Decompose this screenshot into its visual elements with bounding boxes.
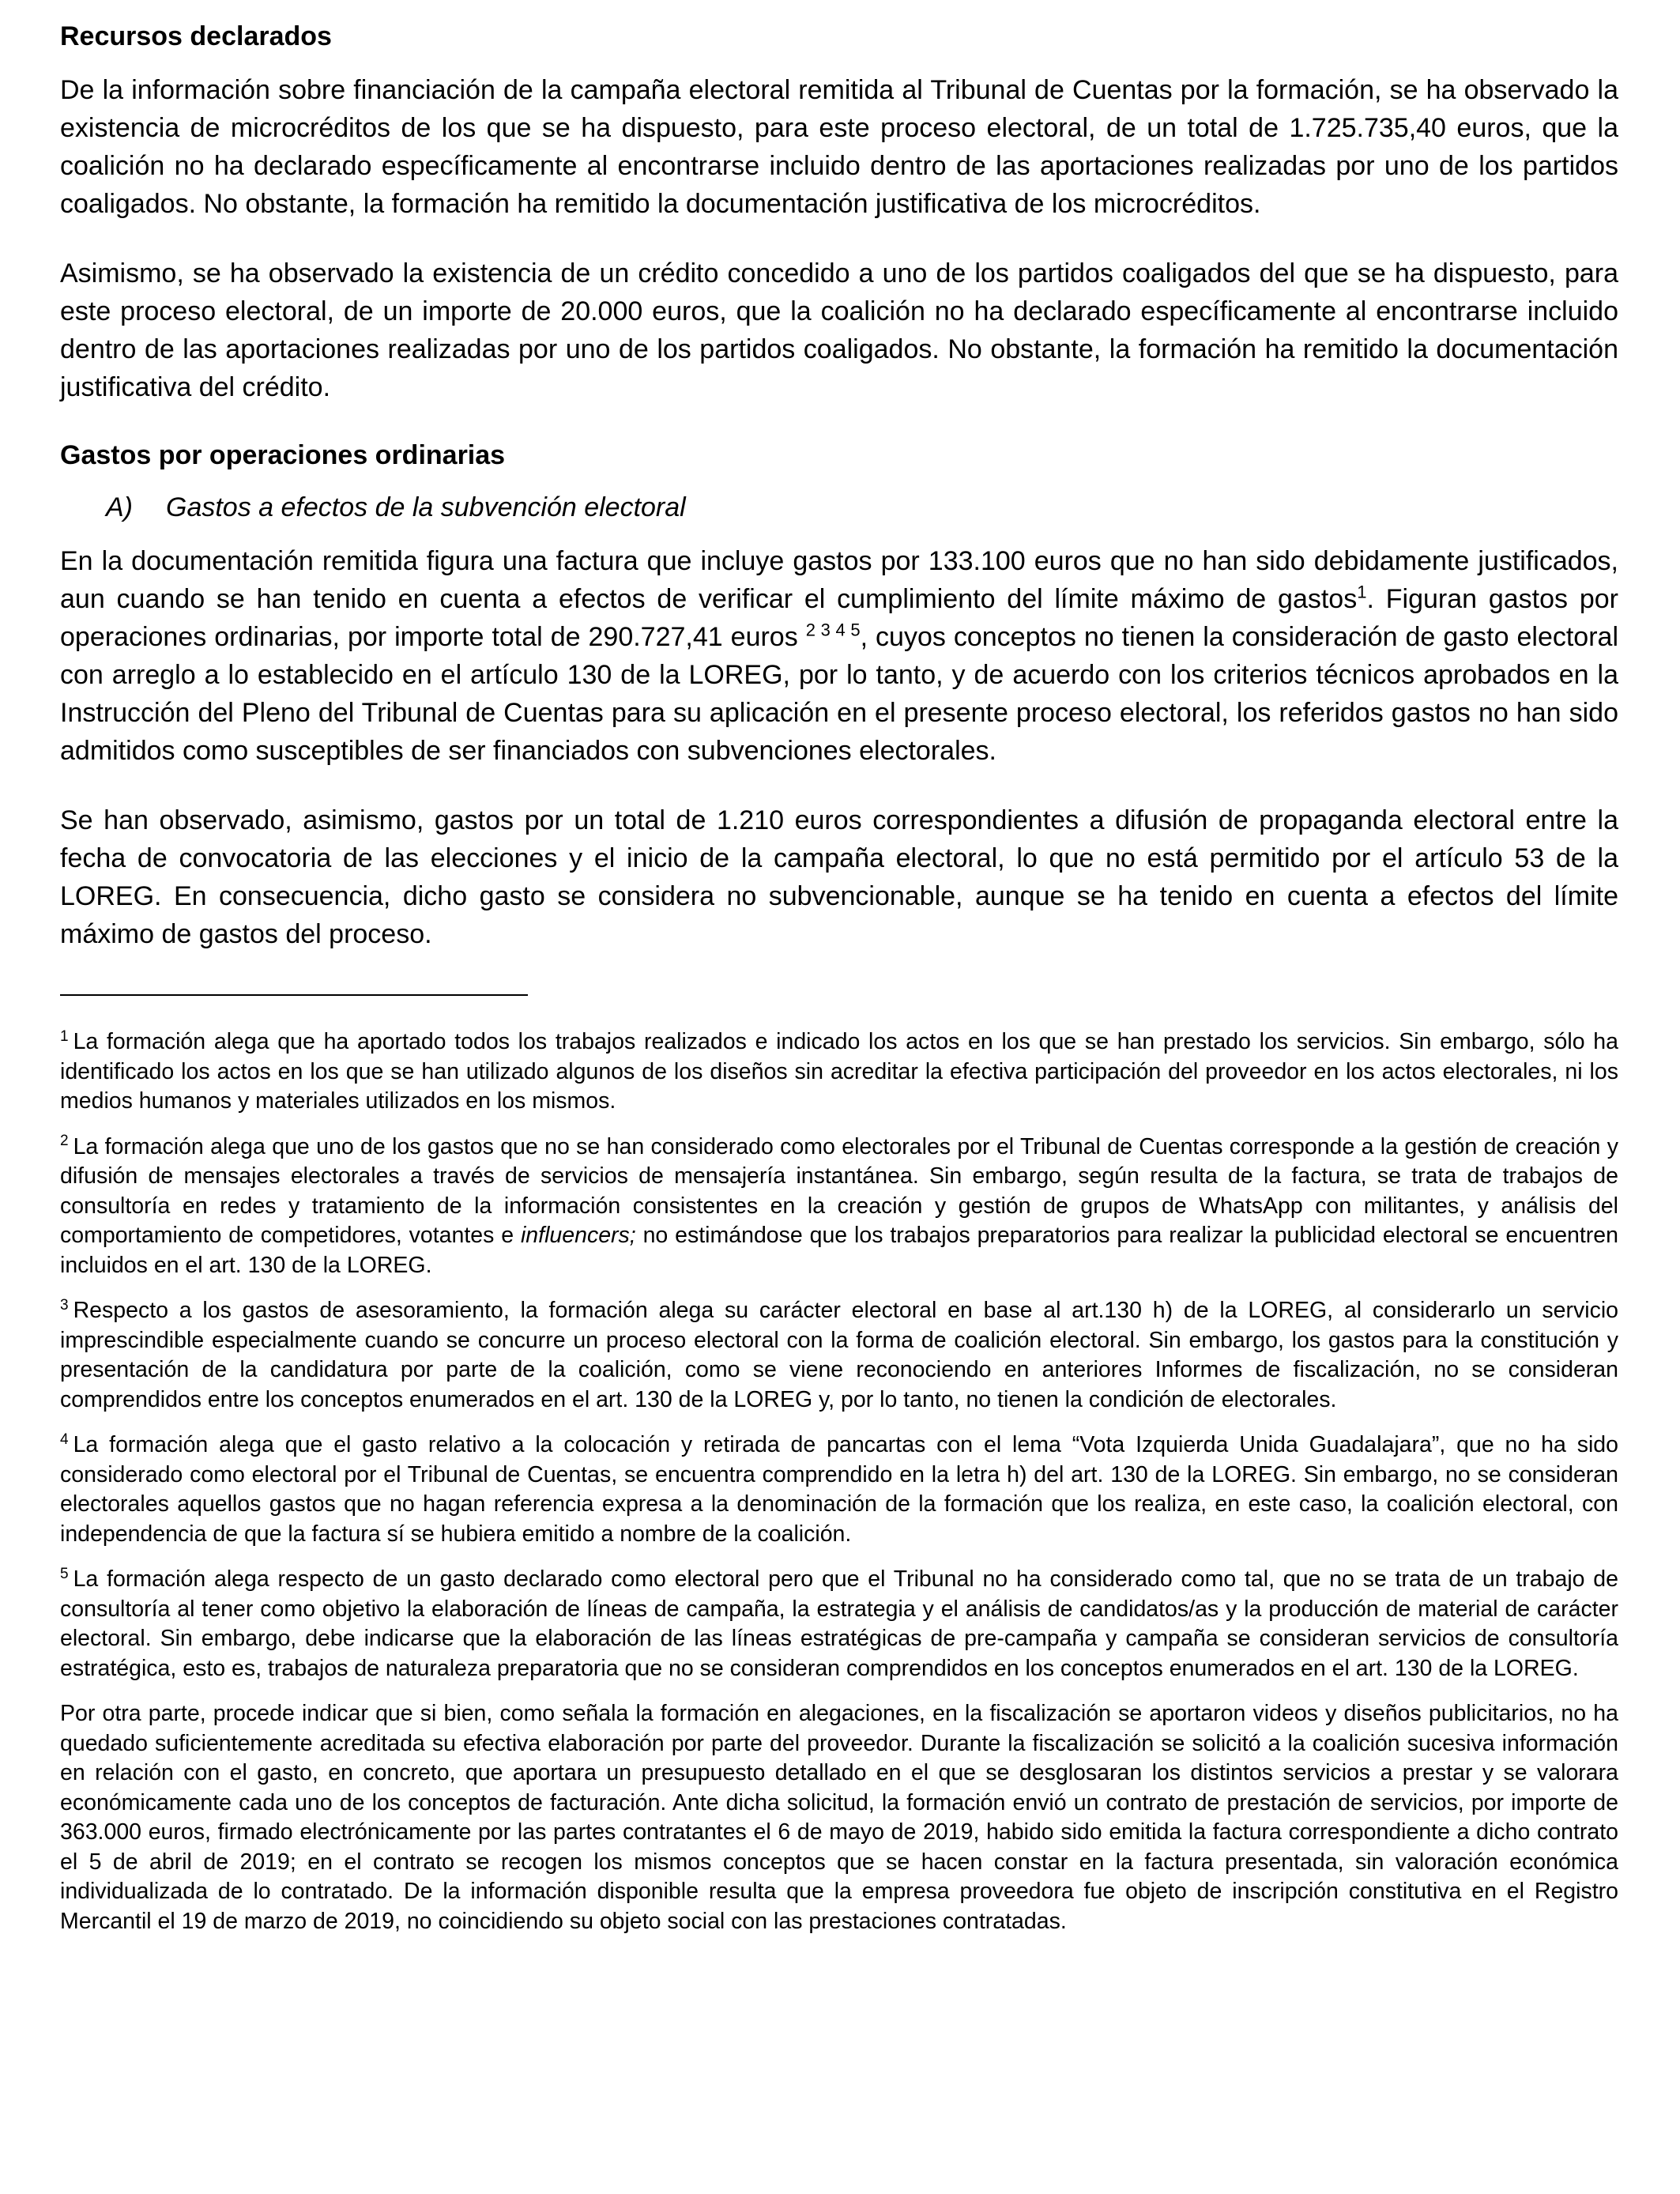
footnote-number: 2 — [60, 1133, 69, 1149]
footnote-text: La formación alega que ha aportado todos los trabajos realizados e indicado los actos en los que se han prestado los servicios. Sin embargo, sólo ha identificado los actos en los que se han utilizado algunos de los diseños sin acreditar la efectiva participación del proveedor en los actos electorales, ni los medios humanos y materiales utilizados en los mismos. — [60, 1029, 1618, 1114]
footnote-text: La formación alega que el gasto relativo a la colocación y retirada de pancartas con el lema “Vota Izquierda Unida Guadalajara”, que no ha sido considerado como electoral por el Tribunal de Cuentas, se encuentra comprendido en la letra h) del art. 130 de la LOREG. Sin embargo, no se consideran electorales aquellos gastos que no hagan referencia expresa a la denominación de la formación que los realiza, en este caso, la coalición electoral, con independencia de que la factura sí se hubiera emitido a nombre de la coalición. — [60, 1432, 1618, 1547]
footnote-2 — [60, 1133, 1618, 1281]
subsection-text: Gastos a efectos de la subvención electoral — [166, 492, 686, 522]
footnote-1 — [60, 1027, 1618, 1117]
paragraph-factura-part-c: , cuyos conceptos no tienen la consideración de gasto electoral con arreglo a lo establecido en el artículo 130 de la LOREG, por lo tanto, y de acuerdo con los criterios técnicos aprobados en la Instrucción del Pleno del Tribunal de Cuentas para su aplicación en el presente proceso electoral, los referidos gastos no han sido admitidos como susceptibles de ser financiados con subvenciones electorales. — [60, 622, 1618, 766]
footnote-5 — [60, 1565, 1618, 1683]
footnote-4 — [60, 1431, 1618, 1549]
footnote-text: La formación alega que uno de los gastos que no se han considerado como electorales por el Tribunal de Cuentas corresponde a la gestión de creación y difusión de mensajes electorales a través de servicios de mensajería instantánea. Sin embargo, según resulta de la factura, se trata de trabajos de consultoría en redes y tratamiento de la información consistentes en la creación y gestión de grupos de WhatsApp con militantes, y análisis del comportamiento de competidores, votantes e — [60, 1133, 1618, 1248]
footnote-number: 4 — [60, 1431, 69, 1448]
footnote-number: 3 — [60, 1296, 69, 1314]
subsection-label: A) — [106, 492, 133, 522]
footnote-5-continuation: Por otra parte, procede indicar que si bien, como señala la formación en alegaciones, en la fiscalización se aportaron videos y diseños publicitarios, no ha quedado suficientemente acreditada su efectiva elaboración por parte del proveedor. Durante la fiscalización se solicitó a la coalición sucesiva información en relación con el gasto, en concreto, que aportara un presupuesto detallado en el que se desglosaran los distintos servicios a prestar y se valorara económicamente cada uno de los conceptos de facturación. Ante dicha solicitud, la formación envió un contrato de prestación de servicios, por importe de 363.000 euros, firmado electrónicamente por las partes contratantes el 6 de mayo de 2019, habido sido emitida la factura correspondiente a dicho contrato el 5 de abril de 2019; en el contrato se recogen los mismos conceptos que se hacen constar en la factura presentada, sin valoración económica individualizada de lo contratado. De la información disponible resulta que la empresa proveedora fue objeto de inscripción constitutiva en el Registro Mercantil el 19 de marzo de 2019, no coincidiendo su objeto social con las prestaciones contratadas. — [60, 1701, 1618, 1934]
footnote-text-end: no estimándose que los trabajos preparatorios para realizar la publicidad electoral se encuentren incluidos en el art. 130 de la LOREG. — [60, 1223, 1619, 1278]
footnote-text: La formación alega respecto de un gasto declarado como electoral pero que el Tribunal no ha considerado como tal, que no se trata de un trabajo de consultoría al tener como objetivo la elaboración de líneas de campaña, la estrategia y el análisis de candidatos/as y la producción de material de carácter electoral. Sin embargo, debe indicarse que la elaboración de las líneas estratégicas de pre-campaña y campaña se consideran servicios de consultoría estratégica, esto es, trabajos de naturaleza preparatoria que no se consideran comprendidos en los conceptos enumerados en el art. 130 de la LOREG. — [60, 1566, 1618, 1681]
section-heading-recursos: Recursos declarados — [60, 21, 332, 51]
footnote-italic-term: influencers; — [520, 1223, 636, 1248]
paragraph-factura-part-b: . Figuran gastos por operaciones ordinarias, por importe total de 290.727,41 euros — [60, 584, 1618, 652]
footnote-ref-1[interactable]: 1 — [1357, 582, 1367, 602]
subsection-title — [60, 490, 1618, 525]
paragraph-factura-part-a: En la documentación remitida figura una factura que incluye gastos por 133.100 euros que no han sido debidamente justificados, aun cuando se han tenido en cuenta a efectos de verificar el cumplimiento del límite máximo de gastos — [60, 546, 1618, 614]
paragraph-microcreditos: De la información sobre financiación de la campaña electoral remitida al Tribunal de Cuentas por la formación, se ha observado la existencia de microcréditos de los que se ha dispuesto, para este proceso electoral, de un total de 1.725.735,40 euros, que la coalición no ha declarado específicamente al encontrarse incluido dentro de las aportaciones realizadas por uno de los partidos coaligados. No obstante, la formación ha remitido la documentación justificativa de los microcréditos. — [60, 75, 1618, 219]
paragraph-factura — [60, 542, 1618, 770]
footnote-3 — [60, 1296, 1618, 1415]
footnote-text: Respecto a los gastos de asesoramiento, la formación alega su carácter electoral en base al art.130 h) de la LOREG, al considerarlo un servicio imprescindible especialmente cuando se concurre un proceso electoral con la forma de coalición electoral. Sin embargo, los gastos para la constitución y presentación de la candidatura por parte de la coalición, como se viene reconociendo en anteriores Informes de fiscalización, no se consideran comprendidos entre los conceptos enumerados en el art. 130 de la LOREG y, por lo tanto, no tienen la condición de electorales. — [60, 1298, 1618, 1412]
footnote-number: 5 — [60, 1565, 69, 1582]
footnote-number: 1 — [60, 1027, 69, 1045]
paragraph-propaganda: Se han observado, asimismo, gastos por un total de 1.210 euros correspondientes a difusión de propaganda electoral entre la fecha de convocatoria de las elecciones y el inicio de la campaña electoral, lo que no está permitido por el artículo 53 de la LOREG. En consecuencia, dicho gasto se considera no subvencionable, aunque se ha tenido en cuenta a efectos del límite máximo de gastos del proceso. — [60, 805, 1618, 949]
paragraph-credito: Asimismo, se ha observado la existencia de un crédito concedido a uno de los partidos coaligados del que se ha dispuesto, para este proceso electoral, de un importe de 20.000 euros, que la coalición no ha declarado específicamente al encontrarse incluido dentro de las aportaciones realizadas por uno de los partidos coaligados. No obstante, la formación ha remitido la documentación justificativa del crédito. — [60, 258, 1618, 402]
footnote-refs-2-5[interactable]: 2 3 4 5 — [805, 620, 861, 640]
section-heading-gastos: Gastos por operaciones ordinarias — [60, 440, 506, 470]
document-page — [60, 19, 1618, 1936]
